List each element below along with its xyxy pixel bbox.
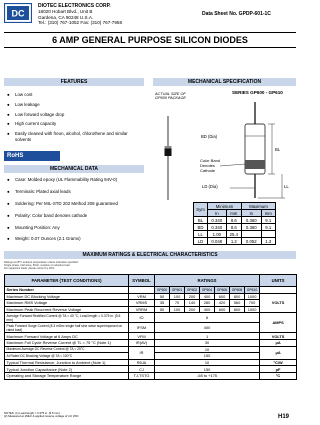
- list-item: ● Low leakage: [7, 101, 40, 107]
- table-row: Maximum Peak Recurrent Reverse Voltage VRRM 50 100 200 400 600 800 1000: [5, 306, 297, 313]
- table-row: BL 0.340 8.6 0.360 9.1: [194, 217, 276, 224]
- bullet-icon: ●: [7, 111, 10, 117]
- ratings-header: MAXIMUM RATINGS & ELECTRICAL CHARACTERISTICS: [4, 251, 296, 259]
- ratings-notes: Ratings at 25°C ambient temperature unless otherwise specified. Single phase, half wave, 60Hz, resistive or inductive load. For capacitive loads, derate current by 20%.: [4, 261, 79, 271]
- table-subheader-row: In mm In mm: [194, 210, 276, 217]
- list-item: ● High current capacity: [7, 121, 57, 127]
- label-ll: LL: [284, 184, 289, 189]
- page-title: 6 AMP GENERAL PURPOSE SILICON DIODES: [52, 35, 248, 45]
- actual-size-diode: [165, 116, 172, 200]
- table-row: Typical Thermal Resistance, Junction to Ambient (Note 1) RθJA 10 °C/W: [5, 359, 297, 366]
- table-row: Maximum Average DC Reverse Current @ TA = 25°C IR 10 μA: [5, 346, 297, 353]
- diode-outline: [245, 102, 265, 198]
- bullet-icon: ●: [7, 177, 10, 182]
- bullet-icon: ●: [7, 92, 10, 97]
- table-row: At Rated DC Blocking Voltage @ TA = 100°C 150: [5, 353, 297, 360]
- list-item: ● Polarity: Color band denotes cathode: [7, 212, 88, 218]
- label-color-band: Cathode: [200, 168, 216, 173]
- table-row: LL 1.00 25.4: [194, 231, 276, 238]
- table-row: Operating and Storage Temperature Range TJ,TSTG -65 to +175 °C: [5, 372, 297, 379]
- label-ld: LD (Dia): [202, 184, 218, 189]
- divider: [4, 47, 296, 48]
- features-list: [7, 92, 145, 147]
- divider: [4, 32, 296, 33]
- bullet-icon: ●: [7, 131, 10, 137]
- table-row: BD 0.340 8.6 0.360 9.1: [194, 224, 276, 231]
- bullet-icon: ●: [7, 236, 10, 242]
- address-line: 18020 Hobart Blvd., Unit B: [38, 9, 93, 15]
- bullet-icon: ●: [7, 212, 10, 218]
- list-item: ● Easily cleaned with freon, alcohol, chlorothene and similar solvents: [7, 131, 128, 142]
- list-item: ● Low forward voltage drop: [7, 111, 65, 117]
- list-item: ● Case: Molded epoxy (UL Flammability Rating 94V-0): [7, 177, 118, 182]
- package-drawing: [150, 96, 296, 204]
- actual-size-caption: ACTUAL SIZE OF GP600 PACKAGE: [155, 92, 186, 101]
- table-row: Average Forward Rectified Current @ TA = 40 °C, Lead length = 0.375 in. (9.5 mm) IO 6 AMPS: [5, 313, 297, 323]
- bullet-icon: ●: [7, 188, 10, 194]
- table-row: Series Number GP600 GP601 GP602 GP604 GP606 GP608 GP610: [5, 287, 297, 294]
- bullet-icon: ●: [7, 224, 10, 230]
- address-line: Gardena, CA 90248 U.S.A.: [38, 14, 94, 20]
- bullet-icon: ●: [7, 121, 10, 127]
- company-address: [38, 4, 122, 26]
- mechanical-spec-header: MECHANICAL SPECIFICATION: [153, 78, 296, 86]
- ratings-table: [4, 274, 297, 380]
- table-row: LD 0.048 1.2 0.052 1.3: [194, 238, 276, 245]
- table-row: Typical Junction Capacitance (Note 2) CJ 150 pF: [5, 366, 297, 373]
- company-logo: [4, 3, 32, 23]
- table-row: Maximum Forward Voltage at 6 Amps DC VFM 1 VOLTS: [5, 333, 297, 340]
- table-row: Maximum RMS Voltage VRMS 35 70 140 280 420 560 700: [5, 300, 297, 307]
- mechanical-data-list: [7, 177, 147, 248]
- datasheet-number: Data Sheet No. GPDP-601-1C: [202, 11, 271, 17]
- bullet-icon: ●: [7, 101, 10, 107]
- series-label: SERIES GP600 - GP610: [232, 90, 283, 95]
- table-header-row: Sym Minimum Maximum: [194, 203, 276, 210]
- logo-text: DC: [11, 8, 25, 19]
- table-row: Maximum DC Blocking Voltage VRM 50 100 200 400 600 800 1000 VOLTS: [5, 293, 297, 300]
- bullet-icon: ●: [7, 200, 10, 206]
- list-item: ● Weight: 0.07 Ounces (2.1 Grams): [7, 236, 81, 242]
- label-color-band: Color Band: [200, 158, 221, 163]
- list-item: ● Terminals: Plated axial leads: [7, 188, 71, 194]
- list-item: ● Low cost: [7, 92, 33, 97]
- list-item: ● Mounting Position: Any: [7, 224, 60, 230]
- list-item: ● Soldering: Per MIL-STD 202 Method 208 guaranteed: [7, 200, 118, 206]
- features-header: FEATURES: [4, 78, 144, 86]
- rohs-badge: RoHS: [4, 151, 60, 161]
- table-header-row: PARAMETER (TEST CONDITIONS) SYMBOL RATINGS UNITS: [5, 275, 297, 287]
- page-number: H19: [278, 414, 290, 420]
- table-row: Peak Forward Surge Current (8.3 mSec single half sine wave superimposed on rated load) IFSM 400: [5, 323, 297, 333]
- mechanical-data-header: MECHANICAL DATA: [4, 165, 144, 173]
- footnotes: NOTES: (1) Lead length = 0.375 in. (9.5 mm) (2) Measured at 1MHz & applied reverse voltage of 4.0 VDC: [4, 411, 79, 419]
- label-bl: BL: [275, 147, 281, 152]
- label-color-band: Denotes: [200, 163, 215, 168]
- company-name: DIOTEC ELECTRONICS CORP.: [38, 3, 111, 9]
- label-bd: BD (Dia): [201, 134, 218, 139]
- dimension-table: [193, 202, 276, 245]
- contact-line: Tel.: (310) 767-1052 Fax: (310) 767-7958: [38, 20, 123, 26]
- table-row: Maximum Full Cycle Reverse Current @ TL = 75 °C (Note 1) IR(AV) 30 μA: [5, 339, 297, 346]
